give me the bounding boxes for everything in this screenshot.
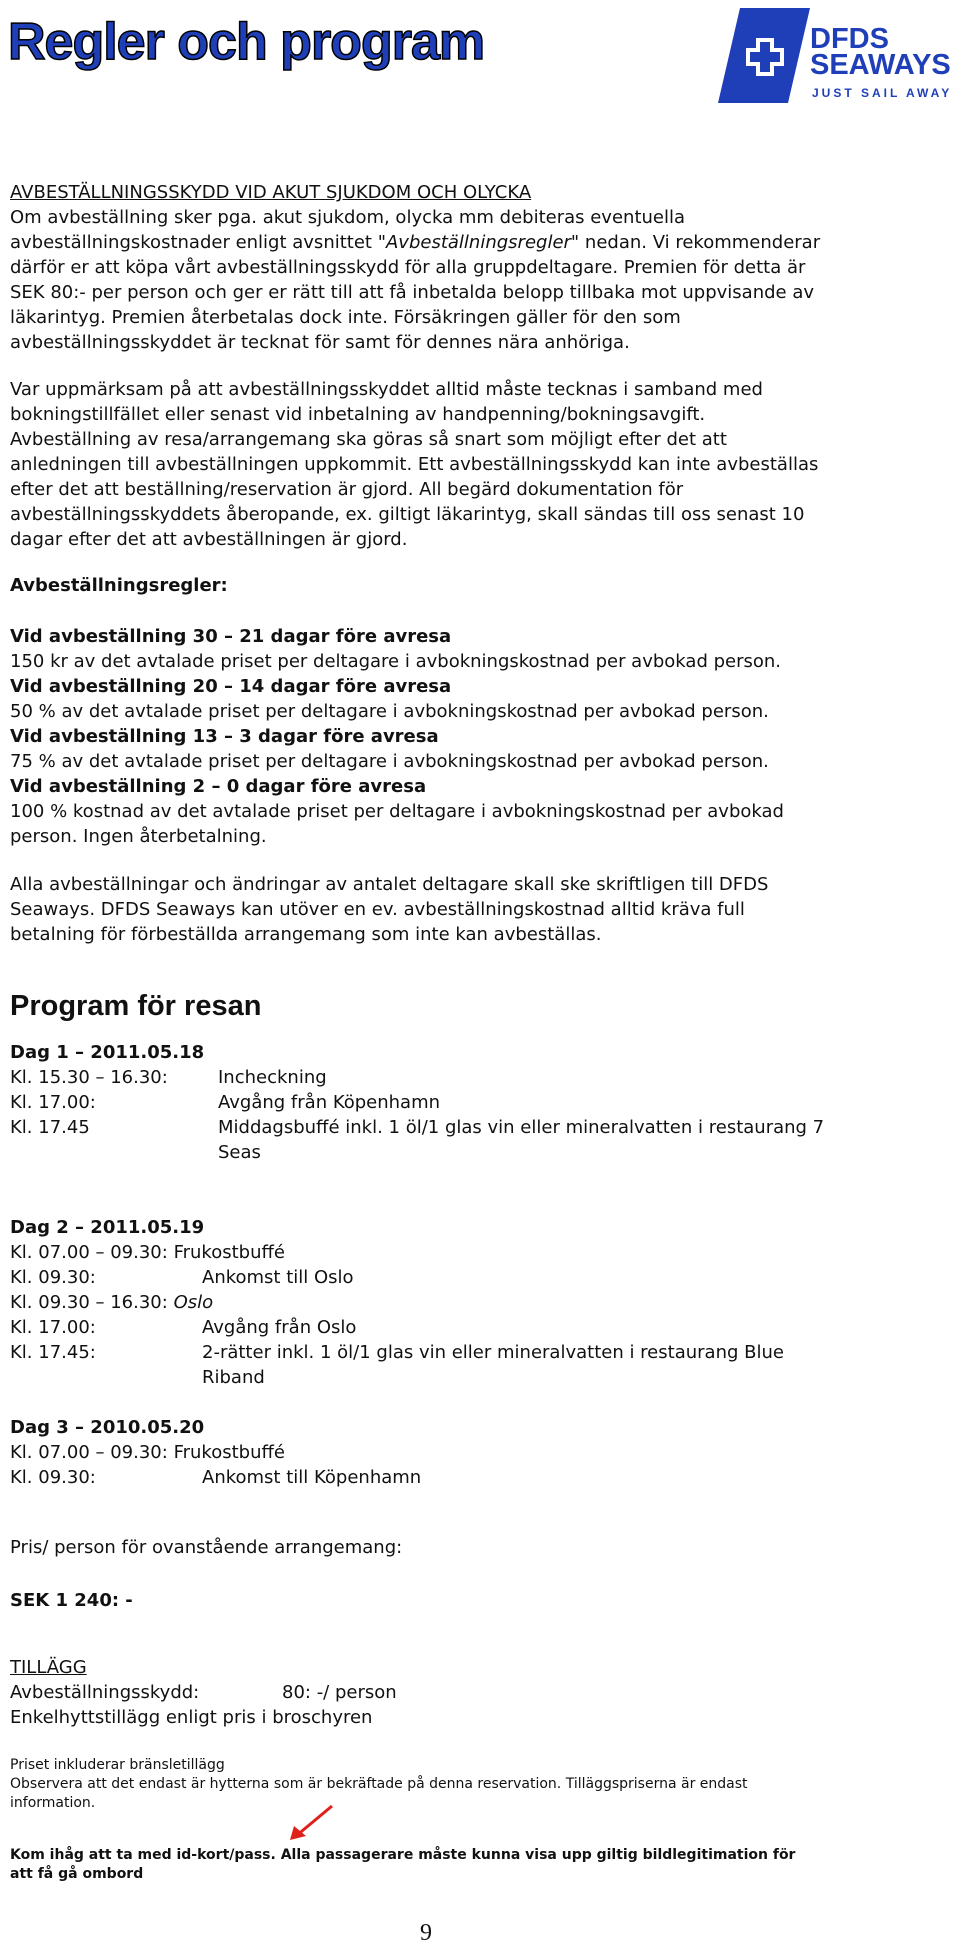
- schedule-time: Kl. 07.00 – 09.30: Frukostbuffé: [10, 1442, 285, 1463]
- page-number: 9: [420, 1920, 432, 1946]
- rule-text: 50 % av det avtalade priset per deltagare i avbokningskostnad per avbokad person.: [10, 701, 769, 722]
- page-title: Regler och program: [8, 13, 485, 71]
- rule-title: Vid avbeställning 20 – 14 dagar före avresa: [10, 676, 452, 697]
- text-line: Seaways. DFDS Seaways kan utöver en ev. avbeställningskostnad alltid kräva full: [10, 899, 745, 920]
- rule-title: Vid avbeställning 30 – 21 dagar före avresa: [10, 626, 452, 647]
- schedule-text: Riband: [202, 1367, 265, 1388]
- note-line: Priset inkluderar bränsletillägg: [10, 1757, 225, 1773]
- rule-text: 150 kr av det avtalade priset per deltagare i avbokningskostnad per avbokad person.: [10, 651, 782, 672]
- schedule-text: Middagsbuffé inkl. 1 öl/1 glas vin eller mineralvatten i restaurang 7: [218, 1117, 825, 1138]
- day-title: Dag 1 – 2011.05.18: [10, 1042, 205, 1063]
- text-line: Alla avbeställningar och ändringar av antalet deltagare skall ske skriftligen till DFDS: [10, 874, 769, 895]
- text-line: betalning för förbeställda arrangemang som inte kan avbeställas.: [10, 924, 602, 945]
- logo-tagline: JUST SAIL AWAY: [812, 86, 953, 100]
- note-line: Observera att det endast är hytterna som är bekräftade på denna reservation. Tilläggspriserna är endast: [10, 1776, 748, 1792]
- rules-heading: Avbeställningsregler:: [10, 575, 228, 596]
- text-line: därför er att köpa vårt avbeställningsskydd för alla gruppdeltagare. Premien för detta är: [10, 257, 806, 278]
- schedule-time: Kl. 15.30 – 16.30:: [10, 1067, 168, 1088]
- notes: [10, 1756, 955, 1813]
- dfds-cross-icon: [718, 8, 810, 103]
- text-line: Om avbeställning sker pga. akut sjukdom, olycka mm debiteras eventuella: [10, 207, 686, 228]
- reminder: [10, 1846, 955, 1884]
- schedule-time: Kl. 17.45:: [10, 1342, 96, 1363]
- schedule-time: Kl. 17.00:: [10, 1092, 96, 1113]
- price-label: Pris/ person för ovanstående arrangemang:: [10, 1537, 403, 1558]
- schedule-time: Kl. 17.45: [10, 1117, 90, 1138]
- rule-text: person. Ingen återbetalning.: [10, 826, 267, 847]
- schedule-time: Kl. 17.00:: [10, 1317, 96, 1338]
- rule-text: 100 % kostnad av det avtalade priset per deltagare i avbokningskostnad per avbokad: [10, 801, 784, 822]
- day-title: Dag 2 – 2011.05.19: [10, 1217, 205, 1238]
- addon-value: 80: -/ person: [282, 1682, 397, 1703]
- section-heading: AVBESTÄLLNINGSSKYDD VID AKUT SJUKDOM OCH OLYCKA: [10, 182, 532, 203]
- text-line: läkarintyg. Premien återbetalas dock inte. Försäkringen gäller för den som: [10, 307, 681, 328]
- addons-heading: TILLÄGG: [10, 1657, 87, 1678]
- cancellation-insurance-para2: [10, 377, 955, 552]
- addon-label: Avbeställningsskydd:: [10, 1682, 200, 1703]
- text-line: bokningstillfället eller senast vid inbetalning av handpenning/bokningsavgift.: [10, 404, 706, 425]
- schedule-text: Ankomst till Köpenhamn: [202, 1467, 422, 1488]
- dfds-logo: [718, 8, 958, 103]
- text-line: SEK 80:- per person och ger er rätt till att få inbetalda belopp tillbaka mot uppvisande av: [10, 282, 815, 303]
- schedule-text: 2-rätter inkl. 1 öl/1 glas vin eller mineralvatten i restaurang Blue: [202, 1342, 784, 1363]
- note-line: information.: [10, 1795, 96, 1811]
- program-heading: Program för resan: [10, 990, 262, 1022]
- rule-text: 75 % av det avtalade priset per deltagare i avbokningskostnad per avbokad person.: [10, 751, 769, 772]
- price-value: SEK 1 240: -: [10, 1590, 133, 1611]
- reminder-line: Kom ihåg att ta med id-kort/pass. Alla passagerare måste kunna visa upp giltig bildlegitimation för: [10, 1847, 796, 1863]
- schedule-time: Kl. 07.00 – 09.30: Frukostbuffé: [10, 1242, 285, 1263]
- text-line: avbeställningsskyddet är tecknat för samt för dennes nära anhöriga.: [10, 332, 630, 353]
- schedule-text: Ankomst till Oslo: [202, 1267, 354, 1288]
- addon-text: Enkelhyttstillägg enligt pris i broschyren: [10, 1707, 373, 1728]
- rule-title: Vid avbeställning 13 – 3 dagar före avresa: [10, 726, 439, 747]
- cancellation-rules: [10, 624, 955, 849]
- schedule-time: Kl. 09.30:: [10, 1267, 96, 1288]
- schedule-time: Kl. 09.30:: [10, 1467, 96, 1488]
- text-line: anledningen till avbeställningen uppkommit. Ett avbeställningsskydd kan inte avbeställas: [10, 454, 819, 475]
- schedule-text: Avgång från Köpenhamn: [218, 1092, 441, 1113]
- red-arrow-icon: [288, 1802, 336, 1842]
- schedule-text: Seas: [218, 1142, 261, 1163]
- cancellation-insurance-section: [10, 180, 955, 355]
- text-line: dagar efter det att avbeställningen är gjord.: [10, 529, 408, 550]
- text-line: avbeställningskostnader enligt avsnittet "Avbeställningsregler" nedan. Vi rekommenderar: [10, 232, 821, 253]
- text-line: Avbeställning av resa/arrangemang ska göras så snart som möjligt efter det att: [10, 429, 727, 450]
- day-title: Dag 3 – 2010.05.20: [10, 1417, 205, 1438]
- schedule-time: Kl. 09.30 – 16.30: Oslo: [10, 1292, 214, 1313]
- logo-brand: DFDS SEAWAYS: [810, 23, 951, 81]
- text-line: efter det att beställning/reservation är gjord. All begärd dokumentation för: [10, 479, 684, 500]
- reminder-line: att få gå ombord: [10, 1866, 144, 1882]
- schedule-text: Incheckning: [218, 1067, 327, 1088]
- rules-closing: [10, 872, 955, 947]
- schedule-text: Avgång från Oslo: [202, 1317, 357, 1338]
- text-line: avbeställningsskyddets åberopande, ex. giltigt läkarintyg, skall sändas till oss senast 10: [10, 504, 805, 525]
- text-line: Var uppmärksam på att avbeställningsskyddet alltid måste tecknas i samband med: [10, 379, 763, 400]
- rule-title: Vid avbeställning 2 – 0 dagar före avresa: [10, 776, 427, 797]
